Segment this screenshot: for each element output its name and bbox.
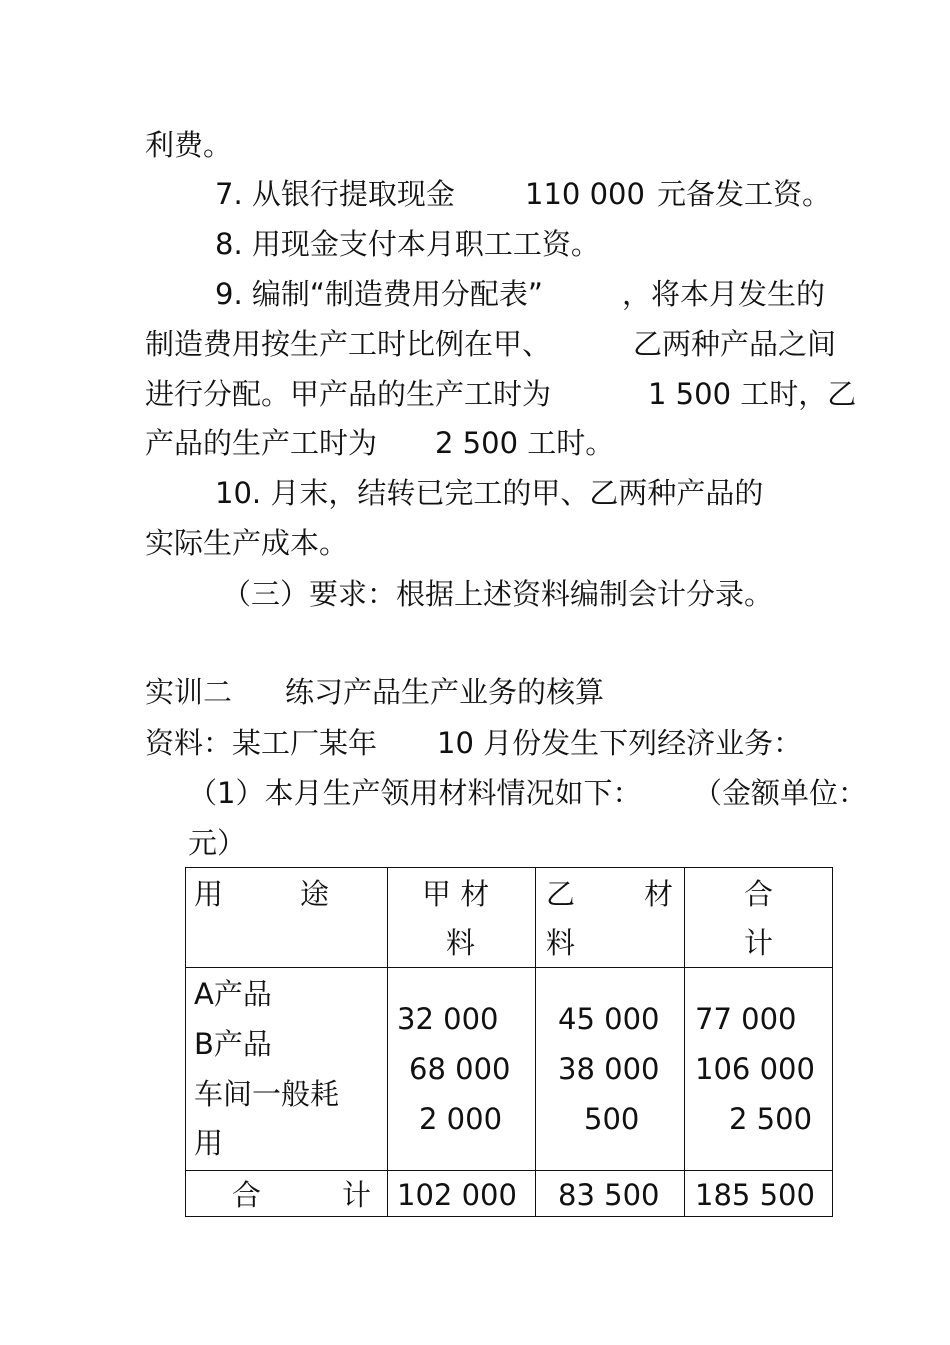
- header-total: [685, 868, 833, 968]
- text-line: 产品的生产工时为: [145, 426, 378, 460]
- cell-value: 68 000: [409, 1052, 511, 1086]
- total-values-cell: [685, 968, 833, 1171]
- text-line: 实际生产成本。: [145, 526, 349, 560]
- sum-label: 计: [342, 1178, 372, 1212]
- sum-label: 合: [232, 1178, 262, 1212]
- cell-value: 2 000: [419, 1102, 503, 1136]
- material-line: 资料：某工厂某年: [145, 726, 378, 760]
- material-line: 10 月份发生下列经济业务：: [437, 726, 803, 760]
- row-label: B产品: [194, 1027, 272, 1061]
- text-line: 2 500 工时。: [435, 426, 615, 460]
- table-row: [186, 968, 833, 1171]
- text-line: 制造费用按生产工时比例在甲、: [145, 327, 552, 361]
- item-line: （金额单位：: [693, 776, 868, 810]
- header-text: 合: [744, 877, 774, 911]
- sum-total-cell: [685, 1171, 833, 1217]
- text-line: 元备发工资。: [657, 177, 832, 211]
- cell-value: 32 000: [397, 1002, 499, 1036]
- text-line: 7. 从银行提取现金: [215, 177, 455, 211]
- header-text: 材: [644, 877, 674, 911]
- item-line: 元）: [188, 826, 247, 860]
- text-line: 8. 用现金支付本月职工工资。: [215, 227, 600, 261]
- materials-table: [185, 867, 833, 1217]
- material-a-values-cell: [388, 968, 536, 1171]
- header-material-a: [388, 868, 536, 968]
- sum-value: 102 000: [397, 1178, 517, 1212]
- text-line: 进行分配。甲产品的生产工时为: [145, 377, 552, 411]
- header-text: 计: [744, 926, 774, 960]
- header-material-b: [536, 868, 685, 968]
- header-text: 料: [446, 926, 476, 960]
- cell-value: 45 000: [558, 1002, 660, 1036]
- text-line: 乙两种产品之间: [633, 327, 837, 361]
- header-text: 甲 材: [422, 877, 490, 911]
- header-usage: [186, 868, 388, 968]
- sum-value: 185 500: [695, 1178, 815, 1212]
- sum-value: 83 500: [558, 1178, 660, 1212]
- section-title: 练习产品生产业务的核算: [285, 675, 605, 709]
- text-line: 利费。: [145, 128, 233, 162]
- cell-value: 38 000: [558, 1052, 660, 1086]
- material-b-values-cell: [536, 968, 685, 1171]
- header-text: 料: [546, 926, 576, 960]
- cell-value: 106 000: [695, 1052, 815, 1086]
- section-title: 实训二: [145, 675, 233, 709]
- row-label: 车间一般耗: [194, 1077, 340, 1111]
- row-label: 用: [194, 1126, 224, 1160]
- table-header-row: [186, 868, 833, 968]
- header-text: 用: [194, 877, 224, 911]
- amount-text: 110 000: [525, 177, 645, 211]
- sum-material-a-cell: [388, 1171, 536, 1217]
- table-sum-row: [186, 1171, 833, 1217]
- row-labels-cell: [186, 968, 388, 1171]
- row-label: A产品: [194, 977, 272, 1011]
- cell-value: 2 500: [729, 1102, 813, 1136]
- sum-label-cell: [186, 1171, 388, 1217]
- text-line: ，将本月发生的: [622, 277, 826, 311]
- cell-value: 500: [584, 1102, 640, 1136]
- header-text: 乙: [546, 877, 576, 911]
- text-line: 9. 编制“制造费用分配表”: [215, 277, 543, 311]
- text-line: 10. 月末，结转已完工的甲、乙两种产品的: [215, 476, 764, 510]
- item-line: （1）本月生产领用材料情况如下：: [188, 776, 642, 810]
- sum-material-b-cell: [536, 1171, 685, 1217]
- header-text: 途: [300, 877, 330, 911]
- text-line: 1 500 工时，乙: [648, 377, 857, 411]
- requirement-line: （三）要求：根据上述资料编制会计分录。: [222, 577, 774, 611]
- cell-value: 77 000: [695, 1002, 797, 1036]
